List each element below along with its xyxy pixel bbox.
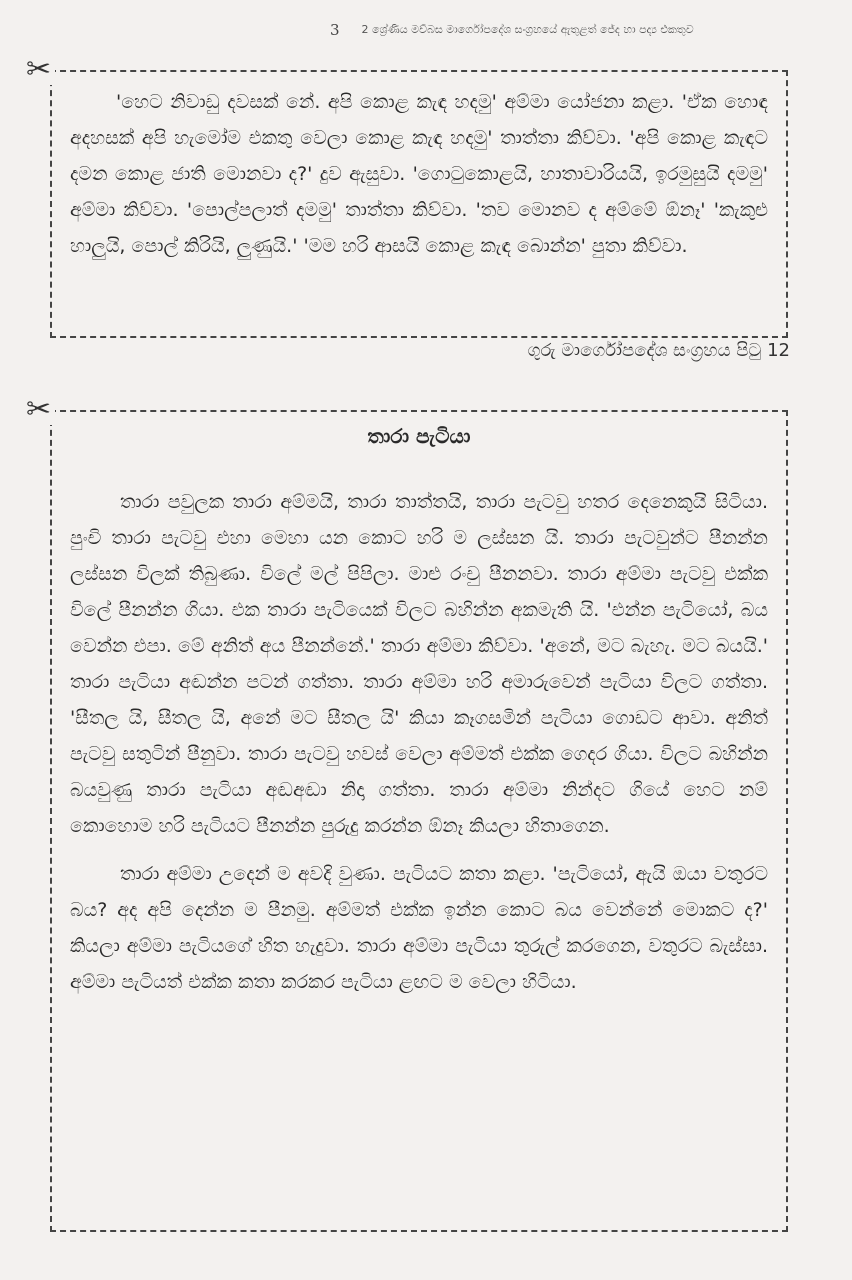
story-body	[70, 484, 768, 1012]
story-paragraph: තාරා අම්මා උදෙන් ම අවදි වුණා. පැටියට කතා කළා. 'පැටියෝ, ඇයි ඔයා වතුරට බය? අද අපි දෙන්න ම පීනමු. අම්මත් එක්ක ඉන්න කොට බය වෙන්නේ මොකට ද?' කියලා අම්මා පැටියගේ හිත හැදුවා. තාරා අම්මා පැටියා තුරුල් කරගෙන, වතුරට බැස්සා. අම්මා පැටියත් එක්ක කතා කරකර පැටියා ළඟට ම වෙලා හිටියා.	[70, 863, 768, 993]
story-paragraph: තාරා පවුලක තාරා අම්මයි, තාරා තාත්තයි, තාරා පැටවු හතර දෙනෙකුයි සිටියා. පුංචි තාරා පැටවු එහා මෙහා යන කොට හරි ම ලස්සන යි. තාරා පැටවුන්ට පීනන්න ලස්සන විලක් තිබුණා. විලේ මල් පිපිලා. මාළු රංචු පීනනවා. තාරා අම්මා පැටවු එක්ක විලේ පීනන්න ගියා. එක තාරා පැටියෙක් විලට බහින්න අකමැති යි. 'එන්න පැටියෝ, බය වෙන්න එපා. මේ අනිත් අය පීනන්නේ.' තාරා අම්මා කිව්වා. 'අනේ, මට බැහැ. මට බයයි.' තාරා පැටියා අඬන්න පටන් ගත්තා. තාරා අම්මා හරි අමාරුවෙන් පැටියා විලට ගත්තා. 'සීතල යි, සීතල යි, අනේ මට සීතල යි' කියා කෑගසමින් පැටියා ගොඩට ආවා. අනිත් පැටවු සතුටින් පීනුවා. තාරා පැටවු හවස් වෙලා අම්මත් එක්ක ගෙදර ගියා. විලට බහින්න බයවුණු තාරා පැටියා අඬඅඬා නිදා ගත්තා. තාරා අම්මා නින්දට ගියේ හෙට නම් කොහොම හරි පැටියට පීනන්න පුරුදු කරන්න ඕනෑ කියලා හිතාගෙන.	[70, 491, 768, 837]
source-reference: ගුරු මාර්ගෝපදේශ සංග්‍රහය පිටු 12	[527, 340, 790, 361]
cutout-box-1	[50, 70, 788, 338]
cutout-box-2	[50, 410, 788, 1232]
excerpt-1-paragraph: 'හෙට නිවාඩු දවසක් නේ. අපි කොළ කැඳ හදමු' අම්මා යෝජනා කළා. 'ඒක හොඳ අදහසක් අපි හැමෝම එකතු වෙලා කොළ කැඳ හදමු' තාත්තා කිව්වා. 'අපි කොළ කැඳට දමන කොළ ජාති මොනවා ද?' දුව ඇසුවා. 'ගොටුකොළයි, හාතාවාරියයි, ඉරමුසුයි දමමු' අම්මා කිව්වා. 'පොල්පලාත් දමමු' තාත්තා කිව්වා. 'තව මොනව ද අම්මේ ඕනෑ' 'කැකුළු හාලුයි, පොල් කිරියි, ලුණුයි.' 'මම හරි ආසයි කොළ කැඳ බොන්න' පුතා කිව්වා.	[70, 91, 768, 257]
running-header	[330, 18, 820, 42]
scissors-icon: ✂	[22, 395, 55, 425]
scissors-icon: ✂	[22, 55, 55, 85]
running-title: 2 ශ්‍රේණිය මව්බස මාර්ගෝපදේශ සංග්‍රහයේ ඇතුළත් ජේද හා පද්‍ය එකතුව	[361, 23, 694, 36]
story-title: තාරා පැටියා	[367, 424, 471, 448]
page-number: 3	[330, 21, 340, 39]
